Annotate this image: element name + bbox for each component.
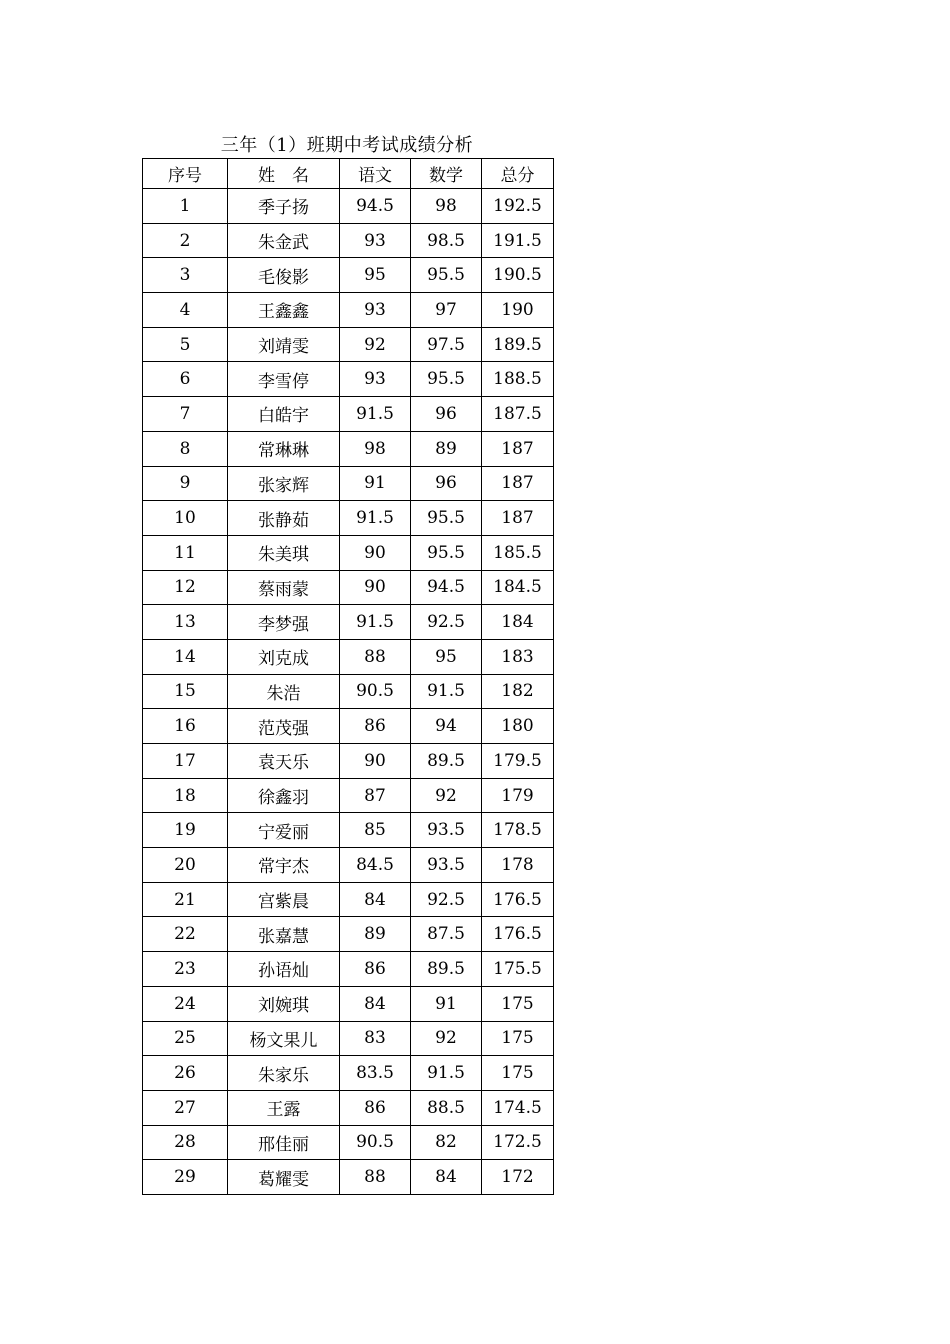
- header-row: [143, 159, 554, 189]
- cell-chinese: 90.5: [340, 1125, 411, 1160]
- cell-index: 3: [143, 258, 228, 293]
- table-row: [143, 293, 554, 328]
- table-row: [143, 917, 554, 952]
- cell-math: 92.5: [411, 882, 482, 917]
- cell-chinese: 88: [340, 1160, 411, 1195]
- cell-index: 8: [143, 431, 228, 466]
- cell-name: 孙语灿: [228, 952, 340, 987]
- cell-name: 常琳琳: [228, 431, 340, 466]
- cell-total: 189.5: [482, 327, 554, 362]
- cell-total: 176.5: [482, 917, 554, 952]
- cell-chinese: 91.5: [340, 605, 411, 640]
- cell-name: 朱浩: [228, 674, 340, 709]
- table-header: [143, 159, 554, 189]
- cell-chinese: 90: [340, 570, 411, 605]
- cell-name: 朱家乐: [228, 1056, 340, 1091]
- table-row: [143, 744, 554, 779]
- table-body: [143, 189, 554, 1195]
- table-row: [143, 639, 554, 674]
- cell-index: 12: [143, 570, 228, 605]
- header-total: 总分: [482, 159, 554, 189]
- header-chinese: 语文: [340, 159, 411, 189]
- cell-math: 95.5: [411, 501, 482, 536]
- cell-index: 7: [143, 397, 228, 432]
- cell-total: 182: [482, 674, 554, 709]
- cell-total: 190: [482, 293, 554, 328]
- grade-table: [142, 158, 554, 1195]
- cell-math: 89.5: [411, 952, 482, 987]
- cell-chinese: 89: [340, 917, 411, 952]
- cell-math: 91.5: [411, 674, 482, 709]
- cell-total: 184: [482, 605, 554, 640]
- table-row: [143, 882, 554, 917]
- header-math: 数学: [411, 159, 482, 189]
- cell-name: 宫紫晨: [228, 882, 340, 917]
- cell-index: 23: [143, 952, 228, 987]
- cell-math: 94: [411, 709, 482, 744]
- table-row: [143, 258, 554, 293]
- cell-name: 杨文果儿: [228, 1021, 340, 1056]
- cell-chinese: 88: [340, 639, 411, 674]
- table-row: [143, 570, 554, 605]
- table-row: [143, 848, 554, 883]
- cell-index: 24: [143, 986, 228, 1021]
- cell-math: 98: [411, 189, 482, 224]
- cell-name: 邢佳丽: [228, 1125, 340, 1160]
- cell-total: 187: [482, 431, 554, 466]
- cell-chinese: 84: [340, 986, 411, 1021]
- cell-total: 175.5: [482, 952, 554, 987]
- cell-chinese: 83: [340, 1021, 411, 1056]
- cell-index: 28: [143, 1125, 228, 1160]
- cell-total: 178.5: [482, 813, 554, 848]
- cell-chinese: 85: [340, 813, 411, 848]
- cell-name: 徐鑫羽: [228, 778, 340, 813]
- cell-math: 93.5: [411, 848, 482, 883]
- cell-math: 92: [411, 778, 482, 813]
- cell-total: 175: [482, 1021, 554, 1056]
- table-row: [143, 778, 554, 813]
- table-row: [143, 189, 554, 224]
- document-title: 三年（1）班期中考试成绩分析: [220, 135, 474, 156]
- cell-index: 26: [143, 1056, 228, 1091]
- cell-math: 96: [411, 397, 482, 432]
- cell-total: 184.5: [482, 570, 554, 605]
- cell-index: 9: [143, 466, 228, 501]
- table-row: [143, 605, 554, 640]
- table-row: [143, 1090, 554, 1125]
- cell-chinese: 86: [340, 1090, 411, 1125]
- cell-math: 87.5: [411, 917, 482, 952]
- cell-total: 179.5: [482, 744, 554, 779]
- cell-chinese: 90.5: [340, 674, 411, 709]
- cell-name: 李梦强: [228, 605, 340, 640]
- cell-index: 4: [143, 293, 228, 328]
- cell-total: 183: [482, 639, 554, 674]
- table-row: [143, 535, 554, 570]
- cell-total: 178: [482, 848, 554, 883]
- cell-index: 22: [143, 917, 228, 952]
- header-index: 序号: [143, 159, 228, 189]
- table-row: [143, 466, 554, 501]
- cell-chinese: 90: [340, 744, 411, 779]
- cell-chinese: 84.5: [340, 848, 411, 883]
- cell-index: 17: [143, 744, 228, 779]
- cell-name: 李雪停: [228, 362, 340, 397]
- table-row: [143, 501, 554, 536]
- cell-index: 2: [143, 223, 228, 258]
- cell-name: 朱金武: [228, 223, 340, 258]
- cell-math: 92.5: [411, 605, 482, 640]
- cell-index: 25: [143, 1021, 228, 1056]
- table-row: [143, 431, 554, 466]
- cell-math: 82: [411, 1125, 482, 1160]
- cell-math: 84: [411, 1160, 482, 1195]
- cell-math: 97: [411, 293, 482, 328]
- cell-name: 宁爱丽: [228, 813, 340, 848]
- cell-index: 14: [143, 639, 228, 674]
- cell-name: 蔡雨蒙: [228, 570, 340, 605]
- table-row: [143, 674, 554, 709]
- cell-name: 张家辉: [228, 466, 340, 501]
- cell-chinese: 93: [340, 362, 411, 397]
- cell-index: 15: [143, 674, 228, 709]
- cell-index: 5: [143, 327, 228, 362]
- cell-math: 95.5: [411, 258, 482, 293]
- cell-math: 89.5: [411, 744, 482, 779]
- table-row: [143, 397, 554, 432]
- cell-chinese: 93: [340, 223, 411, 258]
- table-row: [143, 362, 554, 397]
- cell-math: 88.5: [411, 1090, 482, 1125]
- cell-total: 191.5: [482, 223, 554, 258]
- cell-chinese: 86: [340, 709, 411, 744]
- cell-name: 葛耀雯: [228, 1160, 340, 1195]
- cell-total: 188.5: [482, 362, 554, 397]
- cell-total: 175: [482, 1056, 554, 1091]
- cell-math: 91.5: [411, 1056, 482, 1091]
- cell-name: 白皓宇: [228, 397, 340, 432]
- table-row: [143, 986, 554, 1021]
- cell-math: 95.5: [411, 535, 482, 570]
- cell-total: 187: [482, 501, 554, 536]
- cell-name: 刘靖雯: [228, 327, 340, 362]
- cell-total: 172.5: [482, 1125, 554, 1160]
- cell-total: 172: [482, 1160, 554, 1195]
- cell-total: 174.5: [482, 1090, 554, 1125]
- cell-index: 6: [143, 362, 228, 397]
- cell-math: 91: [411, 986, 482, 1021]
- cell-total: 187.5: [482, 397, 554, 432]
- cell-total: 175: [482, 986, 554, 1021]
- cell-chinese: 91.5: [340, 397, 411, 432]
- cell-name: 张静茹: [228, 501, 340, 536]
- cell-chinese: 95: [340, 258, 411, 293]
- cell-index: 16: [143, 709, 228, 744]
- cell-index: 27: [143, 1090, 228, 1125]
- cell-chinese: 92: [340, 327, 411, 362]
- cell-name: 刘克成: [228, 639, 340, 674]
- table-row: [143, 1021, 554, 1056]
- cell-total: 190.5: [482, 258, 554, 293]
- cell-name: 张嘉慧: [228, 917, 340, 952]
- cell-chinese: 91.5: [340, 501, 411, 536]
- cell-total: 185.5: [482, 535, 554, 570]
- header-name: 姓 名: [228, 159, 340, 189]
- cell-math: 97.5: [411, 327, 482, 362]
- cell-name: 刘婉琪: [228, 986, 340, 1021]
- cell-index: 11: [143, 535, 228, 570]
- cell-name: 王鑫鑫: [228, 293, 340, 328]
- cell-chinese: 93: [340, 293, 411, 328]
- table-row: [143, 813, 554, 848]
- cell-math: 95.5: [411, 362, 482, 397]
- cell-name: 常宇杰: [228, 848, 340, 883]
- cell-math: 89: [411, 431, 482, 466]
- cell-index: 21: [143, 882, 228, 917]
- cell-index: 20: [143, 848, 228, 883]
- table-row: [143, 327, 554, 362]
- cell-total: 187: [482, 466, 554, 501]
- table-row: [143, 223, 554, 258]
- cell-total: 176.5: [482, 882, 554, 917]
- cell-chinese: 86: [340, 952, 411, 987]
- table-row: [143, 952, 554, 987]
- cell-chinese: 90: [340, 535, 411, 570]
- cell-math: 94.5: [411, 570, 482, 605]
- cell-math: 92: [411, 1021, 482, 1056]
- cell-math: 93.5: [411, 813, 482, 848]
- cell-index: 18: [143, 778, 228, 813]
- cell-index: 1: [143, 189, 228, 224]
- cell-chinese: 83.5: [340, 1056, 411, 1091]
- cell-chinese: 94.5: [340, 189, 411, 224]
- table-row: [143, 1056, 554, 1091]
- cell-total: 180: [482, 709, 554, 744]
- cell-name: 袁天乐: [228, 744, 340, 779]
- cell-name: 朱美琪: [228, 535, 340, 570]
- cell-index: 19: [143, 813, 228, 848]
- cell-chinese: 98: [340, 431, 411, 466]
- cell-index: 10: [143, 501, 228, 536]
- cell-name: 季子扬: [228, 189, 340, 224]
- table-row: [143, 709, 554, 744]
- cell-chinese: 91: [340, 466, 411, 501]
- table-row: [143, 1125, 554, 1160]
- cell-total: 179: [482, 778, 554, 813]
- cell-math: 96: [411, 466, 482, 501]
- cell-name: 王露: [228, 1090, 340, 1125]
- cell-total: 192.5: [482, 189, 554, 224]
- cell-math: 98.5: [411, 223, 482, 258]
- cell-math: 95: [411, 639, 482, 674]
- cell-chinese: 84: [340, 882, 411, 917]
- cell-index: 13: [143, 605, 228, 640]
- table-row: [143, 1160, 554, 1195]
- cell-chinese: 87: [340, 778, 411, 813]
- cell-name: 毛俊影: [228, 258, 340, 293]
- cell-index: 29: [143, 1160, 228, 1195]
- cell-name: 范茂强: [228, 709, 340, 744]
